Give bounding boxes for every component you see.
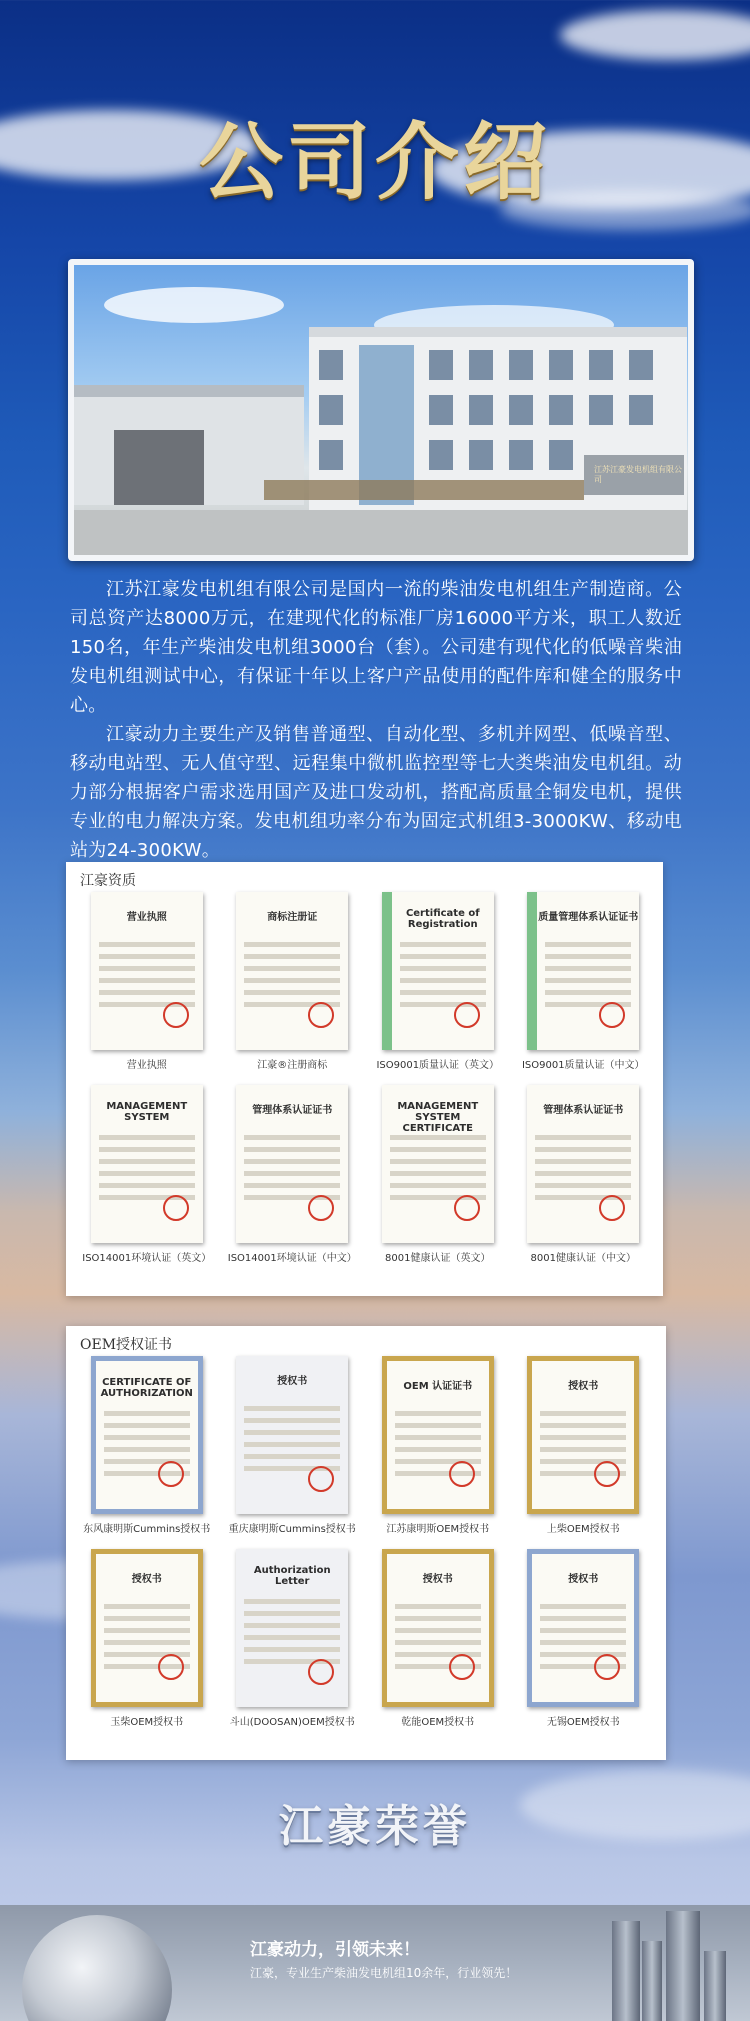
text-line-decoration (244, 1159, 340, 1164)
certificate-heading: 授权书 (277, 1376, 308, 1387)
text-line-decoration (244, 1171, 340, 1176)
certificate-heading: Certificate of Registration (405, 908, 480, 930)
red-seal-icon (158, 1654, 184, 1680)
certificate-heading: Authorization Letter (253, 1565, 331, 1587)
text-line-decoration (400, 990, 486, 995)
red-seal-icon (158, 1461, 184, 1487)
text-line-decoration (545, 990, 631, 995)
certificate-item (511, 1356, 657, 1535)
text-line-decoration (540, 1616, 626, 1621)
text-line-decoration (540, 1423, 626, 1428)
oem-title: OEM授权证书 (80, 1337, 173, 1353)
certificate-item (220, 1356, 366, 1535)
certificate-image (236, 1549, 348, 1707)
certificate-item (220, 1549, 366, 1728)
text-line-decoration (99, 1135, 195, 1140)
skyscraper-image (612, 1921, 640, 2021)
text-line-decoration (104, 1604, 190, 1609)
red-seal-icon (599, 1195, 625, 1221)
intro-paragraph: 江豪动力主要生产及销售普通型、自动化型、多机并网型、低噪音型、移动电站型、无人值守型、远程集中微机监控型等七大类柴油发电机组。动力部分根据客户需求选用国产及进口发动机，搭配高质量全铜发电机，提供专业的电力解决方案。发电机组功率分布为固定式机组3-3000KW、移动电站为24-300KW。 (70, 724, 682, 861)
footer-slogan (250, 1935, 517, 1981)
certificate-heading: 授权书 (568, 1574, 599, 1585)
text-line-decoration (390, 1135, 486, 1140)
certificate-image (382, 892, 494, 1050)
certificate-image (236, 1085, 348, 1243)
certificate-item (365, 892, 511, 1071)
certificate-label: 重庆康明斯Cummins授权书 (228, 1524, 356, 1535)
certificate-label: 江豪®注册商标 (257, 1060, 328, 1071)
globe-image (22, 1915, 172, 2021)
cloud-decoration (560, 10, 750, 60)
text-line-decoration (395, 1447, 481, 1452)
text-line-decoration (244, 942, 340, 947)
text-line-decoration (244, 966, 340, 971)
certificate-image (382, 1085, 494, 1243)
text-line-decoration (545, 942, 631, 947)
text-line-decoration (99, 978, 195, 983)
text-line-decoration (390, 1183, 486, 1188)
certificate-label: 8001健康认证（英文） (385, 1253, 491, 1264)
certificate-label: ISO14001环境认证（中文） (227, 1253, 357, 1264)
certificate-label: 营业执照 (126, 1060, 167, 1071)
text-line-decoration (244, 1406, 340, 1411)
certificate-item (74, 1085, 220, 1264)
text-line-decoration (535, 1159, 631, 1164)
red-seal-icon (454, 1195, 480, 1221)
certificate-label: 玉柴OEM授权书 (110, 1717, 184, 1728)
text-line-decoration (535, 1183, 631, 1188)
text-line-decoration (535, 1135, 631, 1140)
certificate-item (365, 1549, 511, 1728)
text-line-decoration (99, 990, 195, 995)
red-seal-icon (599, 1002, 625, 1028)
text-line-decoration (244, 978, 340, 983)
certificate-heading: CERTIFICATE OF AUTHORIZATION (100, 1377, 193, 1399)
text-line-decoration (104, 1447, 190, 1452)
skyscraper-image (666, 1911, 700, 2021)
text-line-decoration (545, 954, 631, 959)
company-intro (70, 575, 682, 865)
text-line-decoration (545, 978, 631, 983)
honor-title: 江豪荣誉 (279, 1801, 471, 1852)
text-line-decoration (244, 1647, 340, 1652)
certificate-heading: 营业执照 (126, 912, 167, 923)
text-line-decoration (244, 1442, 340, 1447)
text-line-decoration (540, 1435, 626, 1440)
text-line-decoration (244, 1635, 340, 1640)
text-line-decoration (104, 1616, 190, 1621)
certificate-label: 无锡OEM授权书 (546, 1717, 620, 1728)
certificate-item (365, 1085, 511, 1264)
text-line-decoration (395, 1628, 481, 1633)
certificate-heading: 管理体系认证证书 (543, 1105, 624, 1116)
certificate-label: ISO9001质量认证（中文） (521, 1060, 645, 1071)
text-line-decoration (244, 1183, 340, 1188)
red-seal-icon (163, 1195, 189, 1221)
certificate-image (527, 1356, 639, 1514)
company-building-photo (68, 259, 694, 561)
certificate-image (236, 892, 348, 1050)
text-line-decoration (400, 966, 486, 971)
text-line-decoration (244, 1418, 340, 1423)
text-line-decoration (400, 942, 486, 947)
text-line-decoration (244, 1623, 340, 1628)
text-line-decoration (244, 954, 340, 959)
certificate-heading: OEM 认证证书 (403, 1381, 473, 1392)
certificate-heading: 授权书 (568, 1381, 599, 1392)
text-line-decoration (104, 1435, 190, 1440)
text-line-decoration (390, 1159, 486, 1164)
certificate-image (91, 892, 203, 1050)
text-line-decoration (395, 1411, 481, 1416)
skyscraper-image (704, 1951, 726, 2021)
text-line-decoration (395, 1604, 481, 1609)
certificate-image (91, 1549, 203, 1707)
text-line-decoration (99, 1147, 195, 1152)
certificate-image (382, 1549, 494, 1707)
certificate-image (527, 1085, 639, 1243)
text-line-decoration (99, 954, 195, 959)
certificate-item (74, 1356, 220, 1535)
certificate-heading: 授权书 (131, 1574, 162, 1585)
text-line-decoration (104, 1423, 190, 1428)
text-line-decoration (244, 1135, 340, 1140)
qualifications-grid (74, 892, 656, 1264)
oem-panel (66, 1326, 666, 1760)
text-line-decoration (400, 954, 486, 959)
certificate-image (91, 1356, 203, 1514)
certificate-item (511, 1085, 657, 1264)
text-line-decoration (244, 990, 340, 995)
text-line-decoration (99, 1171, 195, 1176)
text-line-decoration (244, 1611, 340, 1616)
text-line-decoration (395, 1435, 481, 1440)
text-line-decoration (99, 966, 195, 971)
text-line-decoration (535, 1147, 631, 1152)
red-seal-icon (594, 1654, 620, 1680)
text-line-decoration (540, 1447, 626, 1452)
skyscraper-image (642, 1941, 662, 2021)
certificate-item (220, 892, 366, 1071)
red-seal-icon (308, 1659, 334, 1685)
footer-banner (0, 1905, 750, 2021)
certificate-item (511, 1549, 657, 1728)
certificate-image (527, 892, 639, 1050)
certificate-heading: 商标注册证 (267, 912, 318, 923)
certificate-heading: MANAGEMENT SYSTEM (106, 1101, 188, 1123)
text-line-decoration (390, 1171, 486, 1176)
text-line-decoration (390, 1147, 486, 1152)
red-seal-icon (454, 1002, 480, 1028)
qualifications-panel (66, 862, 663, 1296)
text-line-decoration (395, 1616, 481, 1621)
building-illustration (74, 265, 688, 555)
text-line-decoration (244, 1454, 340, 1459)
text-line-decoration (104, 1640, 190, 1645)
text-line-decoration (540, 1604, 626, 1609)
certificate-image (91, 1085, 203, 1243)
red-seal-icon (449, 1461, 475, 1487)
certificate-heading: 管理体系认证证书 (252, 1105, 333, 1116)
certificate-item (220, 1085, 366, 1264)
text-line-decoration (244, 1599, 340, 1604)
certificate-label: 上柴OEM授权书 (546, 1524, 620, 1535)
text-line-decoration (395, 1640, 481, 1645)
certificate-label: ISO9001质量认证（英文） (376, 1060, 500, 1071)
text-line-decoration (99, 942, 195, 947)
text-line-decoration (540, 1628, 626, 1633)
certificate-heading: 授权书 (422, 1574, 453, 1585)
certificate-image (527, 1549, 639, 1707)
certificate-label: 东风康明斯Cummins授权书 (83, 1524, 211, 1535)
red-seal-icon (449, 1654, 475, 1680)
text-line-decoration (244, 1147, 340, 1152)
red-seal-icon (594, 1461, 620, 1487)
intro-paragraph: 江苏江豪发电机组有限公司是国内一流的柴油发电机组生产制造商。公司总资产达8000万元，在建现代化的标准厂房16000平方米，职工人数近150名，年生产柴油发电机组3000台（套）。公司建有现代化的低噪音柴油发电机组测试中心，有保证十年以上客户产品使用的配件库和健全的服务中心。 (70, 579, 682, 716)
text-line-decoration (395, 1423, 481, 1428)
text-line-decoration (540, 1640, 626, 1645)
red-seal-icon (308, 1466, 334, 1492)
certificate-heading: 质量管理体系认证证书 (538, 912, 639, 923)
certificate-heading: MANAGEMENT SYSTEM CERTIFICATE (397, 1101, 479, 1134)
text-line-decoration (400, 978, 486, 983)
certificate-image (382, 1356, 494, 1514)
text-line-decoration (244, 1430, 340, 1435)
text-line-decoration (535, 1171, 631, 1176)
certificate-label: 8001健康认证（中文） (530, 1253, 636, 1264)
red-seal-icon (308, 1195, 334, 1221)
text-line-decoration (545, 966, 631, 971)
certificate-image (236, 1356, 348, 1514)
certificate-item (365, 1356, 511, 1535)
text-line-decoration (104, 1628, 190, 1633)
certificate-item (511, 892, 657, 1071)
certificate-label: 江苏康明斯OEM授权书 (386, 1524, 490, 1535)
building-sign: 江苏江豪发电机组有限公司 (594, 465, 682, 484)
red-seal-icon (308, 1002, 334, 1028)
page-title: 公司介绍 (198, 112, 551, 211)
slogan-main: 江豪动力，引领未来！ (250, 1940, 420, 1960)
text-line-decoration (99, 1159, 195, 1164)
text-line-decoration (540, 1411, 626, 1416)
certificate-label: ISO14001环境认证（英文） (82, 1253, 212, 1264)
certificate-label: 乾能OEM授权书 (401, 1717, 475, 1728)
certificate-item (74, 1549, 220, 1728)
red-seal-icon (163, 1002, 189, 1028)
oem-grid (74, 1356, 656, 1728)
certificate-label: 斗山(DOOSAN)OEM授权书 (229, 1717, 355, 1728)
certificate-item (74, 892, 220, 1071)
text-line-decoration (104, 1411, 190, 1416)
slogan-sub: 江豪，专业生产柴油发电机组10余年，行业领先！ (250, 1966, 518, 1980)
qualifications-title: 江豪资质 (80, 873, 136, 889)
text-line-decoration (99, 1183, 195, 1188)
